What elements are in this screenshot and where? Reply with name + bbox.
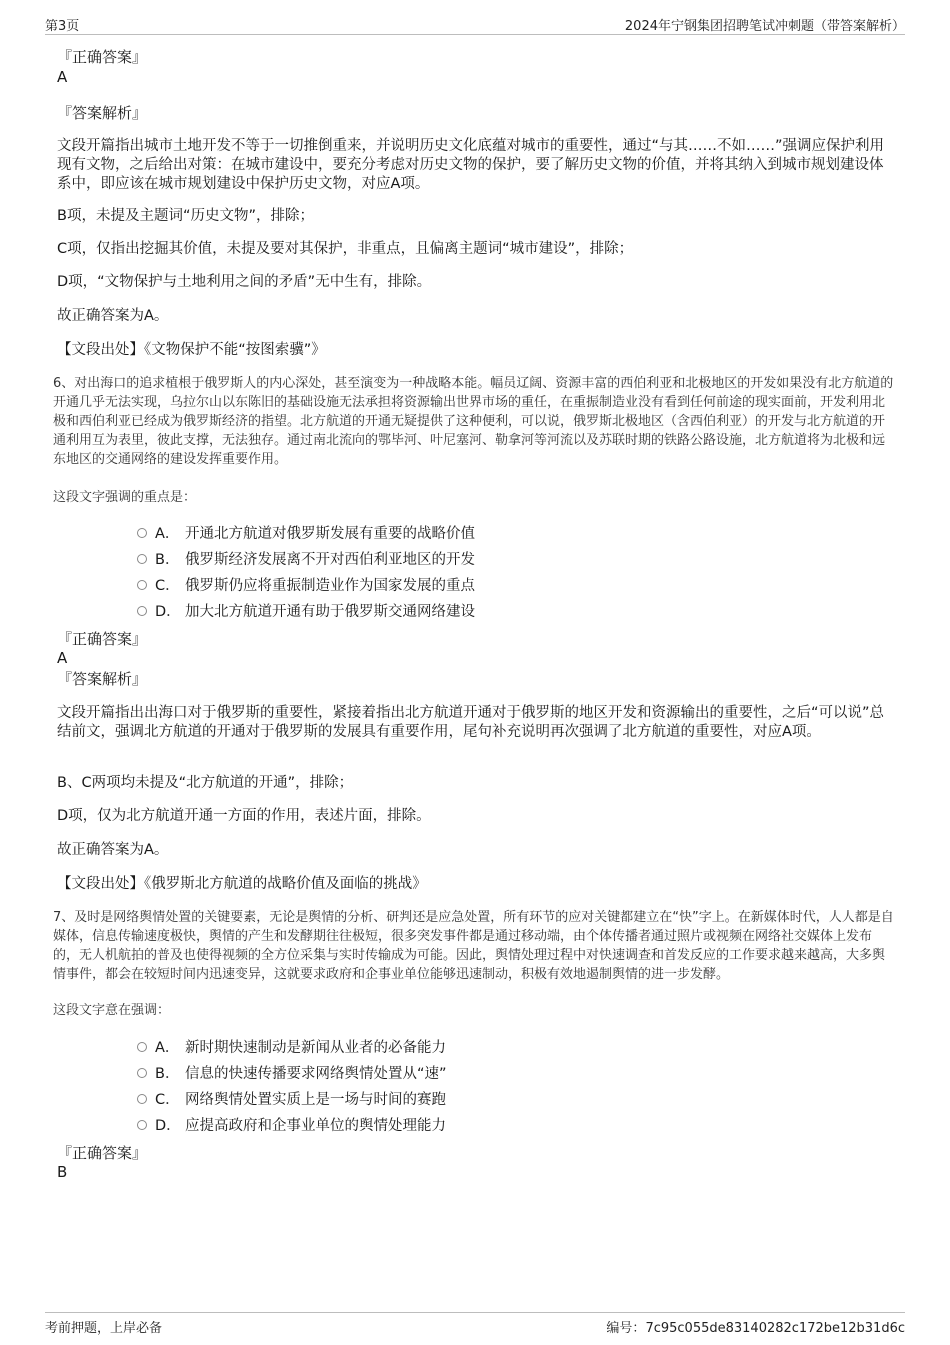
analysis-conclusion: 故正确答案为A。	[57, 308, 169, 324]
analysis-paragraph: D项，仅为北方航道开通一方面的作用，表述片面，排除。	[57, 808, 431, 824]
answer-value: B	[57, 1163, 68, 1181]
question-prompt: 这段文字意在强调：	[53, 1003, 171, 1018]
radio-button[interactable]	[137, 580, 147, 590]
radio-button[interactable]	[137, 1120, 147, 1130]
analysis-label: 『答案解析』	[57, 670, 148, 688]
option-list	[137, 521, 475, 625]
answer-label: 『正确答案』	[57, 1144, 148, 1162]
analysis-paragraph: 文段开篇指出城市土地开发不等于一切推倒重来，并说明历史文化底蕴对城市的重要性，通过“与其……不如……”强调应保护利用现有文物，之后给出对策：在城市建设中，要充分考虑对历史文物的保护，要了解历史文物的价值，并将其纳入到城市规划建设体系中，即应该在城市规划建设中保护历史文物，对应A项。	[57, 138, 885, 192]
option-b[interactable]: B． 俄罗斯经济发展离不开对西伯利亚地区的开发	[137, 547, 475, 573]
page-number: 第3页	[45, 19, 80, 34]
question-text: 7、及时是网络舆情处置的关键要素，无论是舆情的分析、研判还是应急处置，所有环节的应对关键都建立在“快”字上。在新媒体时代，人人都是自媒体，信息传输速度极快，舆情的产生和发酵期往往极短，很多突发事件都是通过移动端，由个体传播者通过照片或视频在网络社交媒体上发布的，无人机航拍的普及也使得视频的全方位采集与实时传输成为可能。因此，舆情处理过程中对快速调查和首发反应的工作要求越来越高，大多舆情事件，都会在较短时间内迅速变异，这就要求政府和企事业单位能够迅速制动，积极有效地遏制舆情的进一步发酵。	[53, 910, 894, 982]
answer-value: A	[57, 68, 68, 86]
source-citation: 【文段出处】《俄罗斯北方航道的战略价值及面临的挑战》	[57, 876, 427, 892]
option-d[interactable]: D． 加大北方航道开通有助于俄罗斯交通网络建设	[137, 599, 475, 625]
analysis-paragraph: 文段开篇指出出海口对于俄罗斯的重要性，紧接着指出北方航道开通对于俄罗斯的地区开发和资源输出的重要性，之后“可以说”总结前文，强调北方航道的开通对于俄罗斯的发展具有重要作用，尾句补充说明再次强调了北方航道的重要性，对应A项。	[57, 705, 885, 740]
document-code	[606, 1317, 905, 1336]
analysis-label: 『答案解析』	[57, 104, 148, 122]
radio-button[interactable]	[137, 1042, 147, 1052]
page-header	[45, 12, 905, 35]
footer-slogan: 考前押题，上岸必备	[45, 1321, 163, 1336]
answer-value: A	[57, 649, 68, 667]
radio-button[interactable]	[137, 528, 147, 538]
answer-label: 『正确答案』	[57, 630, 148, 648]
answer-label: 『正确答案』	[57, 48, 148, 66]
option-b[interactable]: B． 信息的快速传播要求网络舆情处置从“速”	[137, 1061, 447, 1087]
radio-button[interactable]	[137, 1094, 147, 1104]
analysis-paragraph: B、C两项均未提及“北方航道的开通”，排除；	[57, 775, 354, 791]
document-title: 2024年宁钢集团招聘笔试冲刺题（带答案解析）	[624, 19, 905, 34]
question-prompt: 这段文字强调的重点是：	[53, 490, 197, 505]
radio-button[interactable]	[137, 606, 147, 616]
analysis-paragraph: D项，“文物保护与土地利用之间的矛盾”无中生有，排除。	[57, 274, 432, 290]
analysis-conclusion: 故正确答案为A。	[57, 842, 169, 858]
page-footer	[45, 1312, 905, 1339]
radio-button[interactable]	[137, 554, 147, 564]
analysis-paragraph: C项，仅指出挖掘其价值，未提及要对其保护，非重点，且偏离主题词“城市建设”，排除；	[57, 241, 634, 257]
option-a[interactable]: A． 开通北方航道对俄罗斯发展有重要的战略价值	[137, 521, 475, 547]
radio-button[interactable]	[137, 1068, 147, 1078]
option-list	[137, 1035, 447, 1139]
source-citation: 【文段出处】《文物保护不能“按图索骥”》	[57, 342, 326, 358]
analysis-paragraph: B项，未提及主题词“历史文物”，排除；	[57, 208, 314, 224]
code-label: 编号：	[606, 1321, 646, 1336]
question-text: 6、对出海口的追求植根于俄罗斯人的内心深处，甚至演变为一种战略本能。幅员辽阔、资源丰富的西伯利亚和北极地区的开发如果没有北方航道的开通几乎无法实现，乌拉尔山以东陈旧的基础设施无法承担将资源输出世界市场的重任，在重振制造业没有看到任何前途的现实面前，开发利用北极和西伯利亚已经成为俄罗斯经济的指望。北方航道的开通无疑提供了这种便利，可以说，俄罗斯北极地区（含西伯利亚）的开发与北方航道的开通利用互为表里，彼此支撑，无法独存。通过南北流向的鄂毕河、叶尼塞河、勒拿河等河流以及苏联时期的铁路公路设施，北方航道将为北极和远东地区的交通网络的建设发挥重要作用。	[53, 376, 894, 467]
option-a[interactable]: A． 新时期快速制动是新闻从业者的必备能力	[137, 1035, 447, 1061]
option-c[interactable]: C． 网络舆情处置实质上是一场与时间的赛跑	[137, 1087, 447, 1113]
option-c[interactable]: C． 俄罗斯仍应将重振制造业作为国家发展的重点	[137, 573, 475, 599]
code-value: 7c95c055de83140282c172be12b31d6c	[645, 1321, 905, 1336]
option-d[interactable]: D． 应提高政府和企事业单位的舆情处理能力	[137, 1113, 447, 1139]
